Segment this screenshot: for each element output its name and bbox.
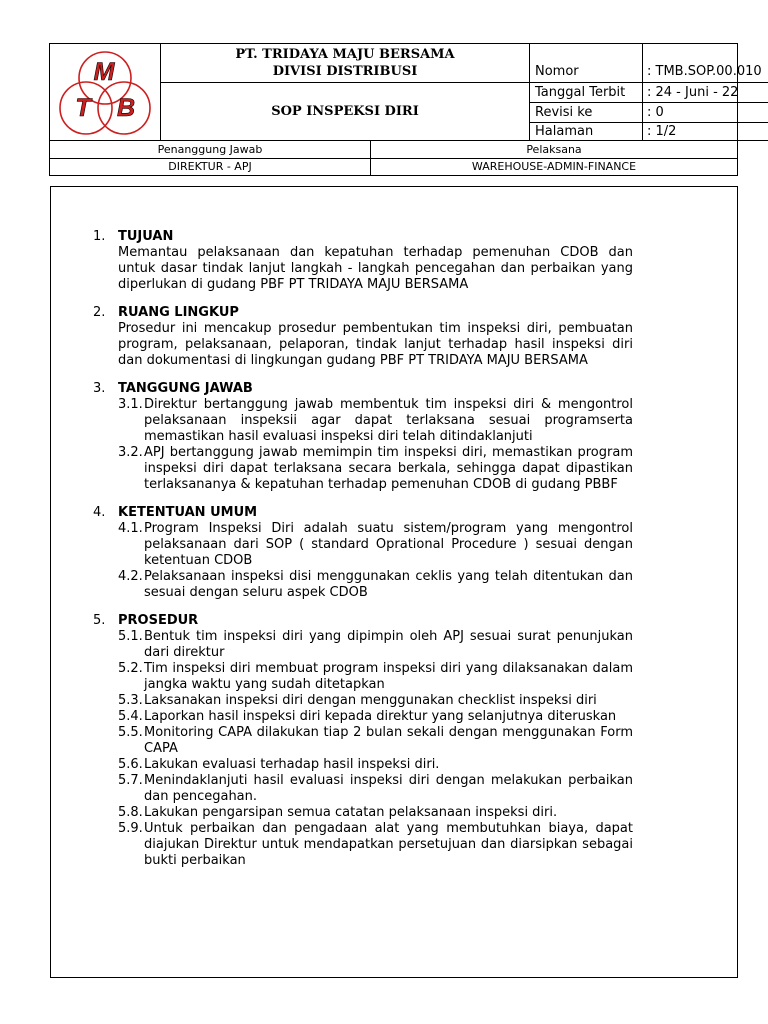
section-title: RUANG LINGKUP bbox=[118, 305, 239, 320]
section-number: 3. bbox=[93, 381, 106, 396]
list-item bbox=[118, 773, 633, 805]
sub-item-list bbox=[118, 521, 633, 601]
section-ruang-lingkup bbox=[93, 305, 633, 369]
pelaksana-label: Pelaksana bbox=[371, 141, 737, 159]
item-number: 5.1. bbox=[118, 629, 143, 644]
section-title: PROSEDUR bbox=[118, 613, 199, 628]
item-text: Program Inspeksi Diri adalah suatu sistem/program yang mengontrol pelaksanaan dari SOP ( standard Oprational Procedure ) sesuai dengan ketentuan CDOB bbox=[144, 521, 633, 568]
section-tujuan bbox=[93, 229, 633, 293]
list-item bbox=[118, 709, 633, 725]
logo-letter-t: T bbox=[75, 94, 91, 122]
list-item bbox=[118, 821, 633, 869]
division-name: DIVISI DISTRIBUSI bbox=[272, 64, 418, 79]
meta-label-tanggal: Tanggal Terbit bbox=[530, 83, 643, 103]
list-item bbox=[118, 521, 633, 569]
list-item bbox=[118, 397, 633, 445]
section-number: 2. bbox=[93, 305, 106, 320]
content-box bbox=[50, 186, 738, 978]
item-text: Pelaksanaan inspeksi disi menggunakan ceklis yang telah ditentukan dan sesuai dengan seluru aspek CDOB bbox=[144, 569, 633, 600]
section-number: 1. bbox=[93, 229, 106, 244]
meta-value-halaman: : 1/2 bbox=[643, 123, 768, 141]
sub-item-list bbox=[118, 629, 633, 869]
item-number: 5.3. bbox=[118, 693, 143, 708]
section-title: TUJUAN bbox=[118, 229, 174, 244]
item-number: 5.4. bbox=[118, 709, 143, 724]
meta-label-revisi: Revisi ke bbox=[530, 103, 643, 123]
item-number: 4.1. bbox=[118, 521, 143, 536]
item-text: Direktur bertanggung jawab membentuk tim inspeksi diri & mengontrol pelaksanaan inspeksii agar dapat terlaksana sesuai programserta memastikan hasil evaluasi inspeksi diri telah ditindaklanjuti bbox=[144, 397, 633, 444]
list-item bbox=[118, 805, 633, 821]
item-number: 5.2. bbox=[118, 661, 143, 676]
section-title: TANGGUNG JAWAB bbox=[118, 381, 253, 396]
item-text: Menindaklanjuti hasil evaluasi inspeksi diri dengan melakukan perbaikan dan pencegahan. bbox=[144, 773, 633, 804]
logo-letter-b: B bbox=[116, 94, 136, 122]
sop-title: SOP INSPEKSI DIRI bbox=[161, 83, 530, 141]
logo-letter-m: M bbox=[93, 58, 115, 86]
section-title: KETENTUAN UMUM bbox=[118, 505, 258, 520]
item-text: Monitoring CAPA dilakukan tiap 2 bulan sekali dengan menggunakan Form CAPA bbox=[144, 725, 633, 756]
item-text: APJ bertanggung jawab memimpin tim inspeksi diri, memastikan program inspeksi diri dapat terlaksana secara berkala, sehingga dapat dipastikan terlaksananya & kepatuhan terhadap pemenuhan CDOB di gudang PBBF bbox=[144, 445, 633, 492]
item-number: 5.8. bbox=[118, 805, 143, 820]
list-item bbox=[118, 693, 633, 709]
company-block bbox=[161, 44, 530, 83]
item-text: Laporkan hasil inspeksi diri kepada direktur yang selanjutnya diteruskan bbox=[144, 709, 617, 724]
meta-label-nomor: Nomor bbox=[530, 44, 643, 83]
company-name: PT. TRIDAYA MAJU BERSAMA bbox=[235, 47, 455, 62]
meta-value-tanggal: : 24 - Juni - 22 bbox=[643, 83, 768, 103]
item-text: Bentuk tim inspeksi diri yang dipimpin oleh APJ sesuai surat penunjukan dari direktur bbox=[144, 629, 633, 660]
section-list bbox=[93, 229, 633, 881]
section-tanggung-jawab bbox=[93, 381, 633, 493]
list-item bbox=[118, 629, 633, 661]
item-text: Laksanakan inspeksi diri dengan menggunakan checklist inspeksi diri bbox=[144, 693, 597, 708]
sub-item-list bbox=[118, 397, 633, 493]
section-ketentuan-umum bbox=[93, 505, 633, 601]
list-item bbox=[118, 445, 633, 493]
list-item bbox=[118, 757, 633, 773]
section-number: 4. bbox=[93, 505, 106, 520]
list-item bbox=[118, 569, 633, 601]
item-number: 3.2. bbox=[118, 445, 143, 460]
section-text: Memantau pelaksanaan dan kepatuhan terhadap pemenuhan CDOB dan untuk dasar tindak lanjut langkah - langkah pencegahan dan perbaikan yang diperlukan di gudang PBF PT TRIDAYA MAJU BERSAMA bbox=[118, 245, 633, 292]
item-number: 5.7. bbox=[118, 773, 143, 788]
penanggung-jawab-value: DIREKTUR - APJ bbox=[50, 159, 371, 176]
meta-label-halaman: Halaman bbox=[530, 123, 643, 141]
item-number: 5.6. bbox=[118, 757, 143, 772]
section-number: 5. bbox=[93, 613, 106, 628]
document-header bbox=[49, 43, 762, 176]
list-item bbox=[118, 661, 633, 693]
item-number: 3.1. bbox=[118, 397, 143, 412]
item-text: Tim inspeksi diri membuat program inspeksi diri yang dilaksanakan dalam jangka waktu yang sudah ditetapkan bbox=[144, 661, 633, 692]
meta-value-revisi: : 0 bbox=[643, 103, 768, 123]
penanggung-jawab-label: Penanggung Jawab bbox=[50, 141, 371, 159]
pelaksana-value: WAREHOUSE-ADMIN-FINANCE bbox=[471, 160, 637, 173]
section-text: Prosedur ini mencakup prosedur pembentukan tim inspeksi diri, pembuatan program, pelaksanaan, pelaporan, tindak lanjut terhadap hasil inspeksi diri dan dokumentasi di lingkungan gudang PBF PT TRIDAYA MAJU BERSAMA bbox=[118, 321, 633, 368]
meta-value-nomor: : TMB.SOP.00.010 bbox=[643, 44, 768, 83]
company-logo bbox=[50, 44, 161, 141]
section-prosedur bbox=[93, 613, 633, 869]
item-text: Lakukan pengarsipan semua catatan pelaksanaan inspeksi diri. bbox=[144, 805, 558, 820]
item-text: Lakukan evaluasi terhadap hasil inspeksi diri. bbox=[144, 757, 440, 772]
list-item bbox=[118, 725, 633, 757]
item-number: 4.2. bbox=[118, 569, 143, 584]
tmb-logo-icon bbox=[50, 44, 161, 141]
item-text: Untuk perbaikan dan pengadaan alat yang membutuhkan biaya, dapat diajukan Direktur untuk mendapatkan persetujuan dan diarsipkan sebagai bukti perbaikan bbox=[144, 821, 633, 868]
item-number: 5.9. bbox=[118, 821, 143, 836]
item-number: 5.5. bbox=[118, 725, 143, 740]
